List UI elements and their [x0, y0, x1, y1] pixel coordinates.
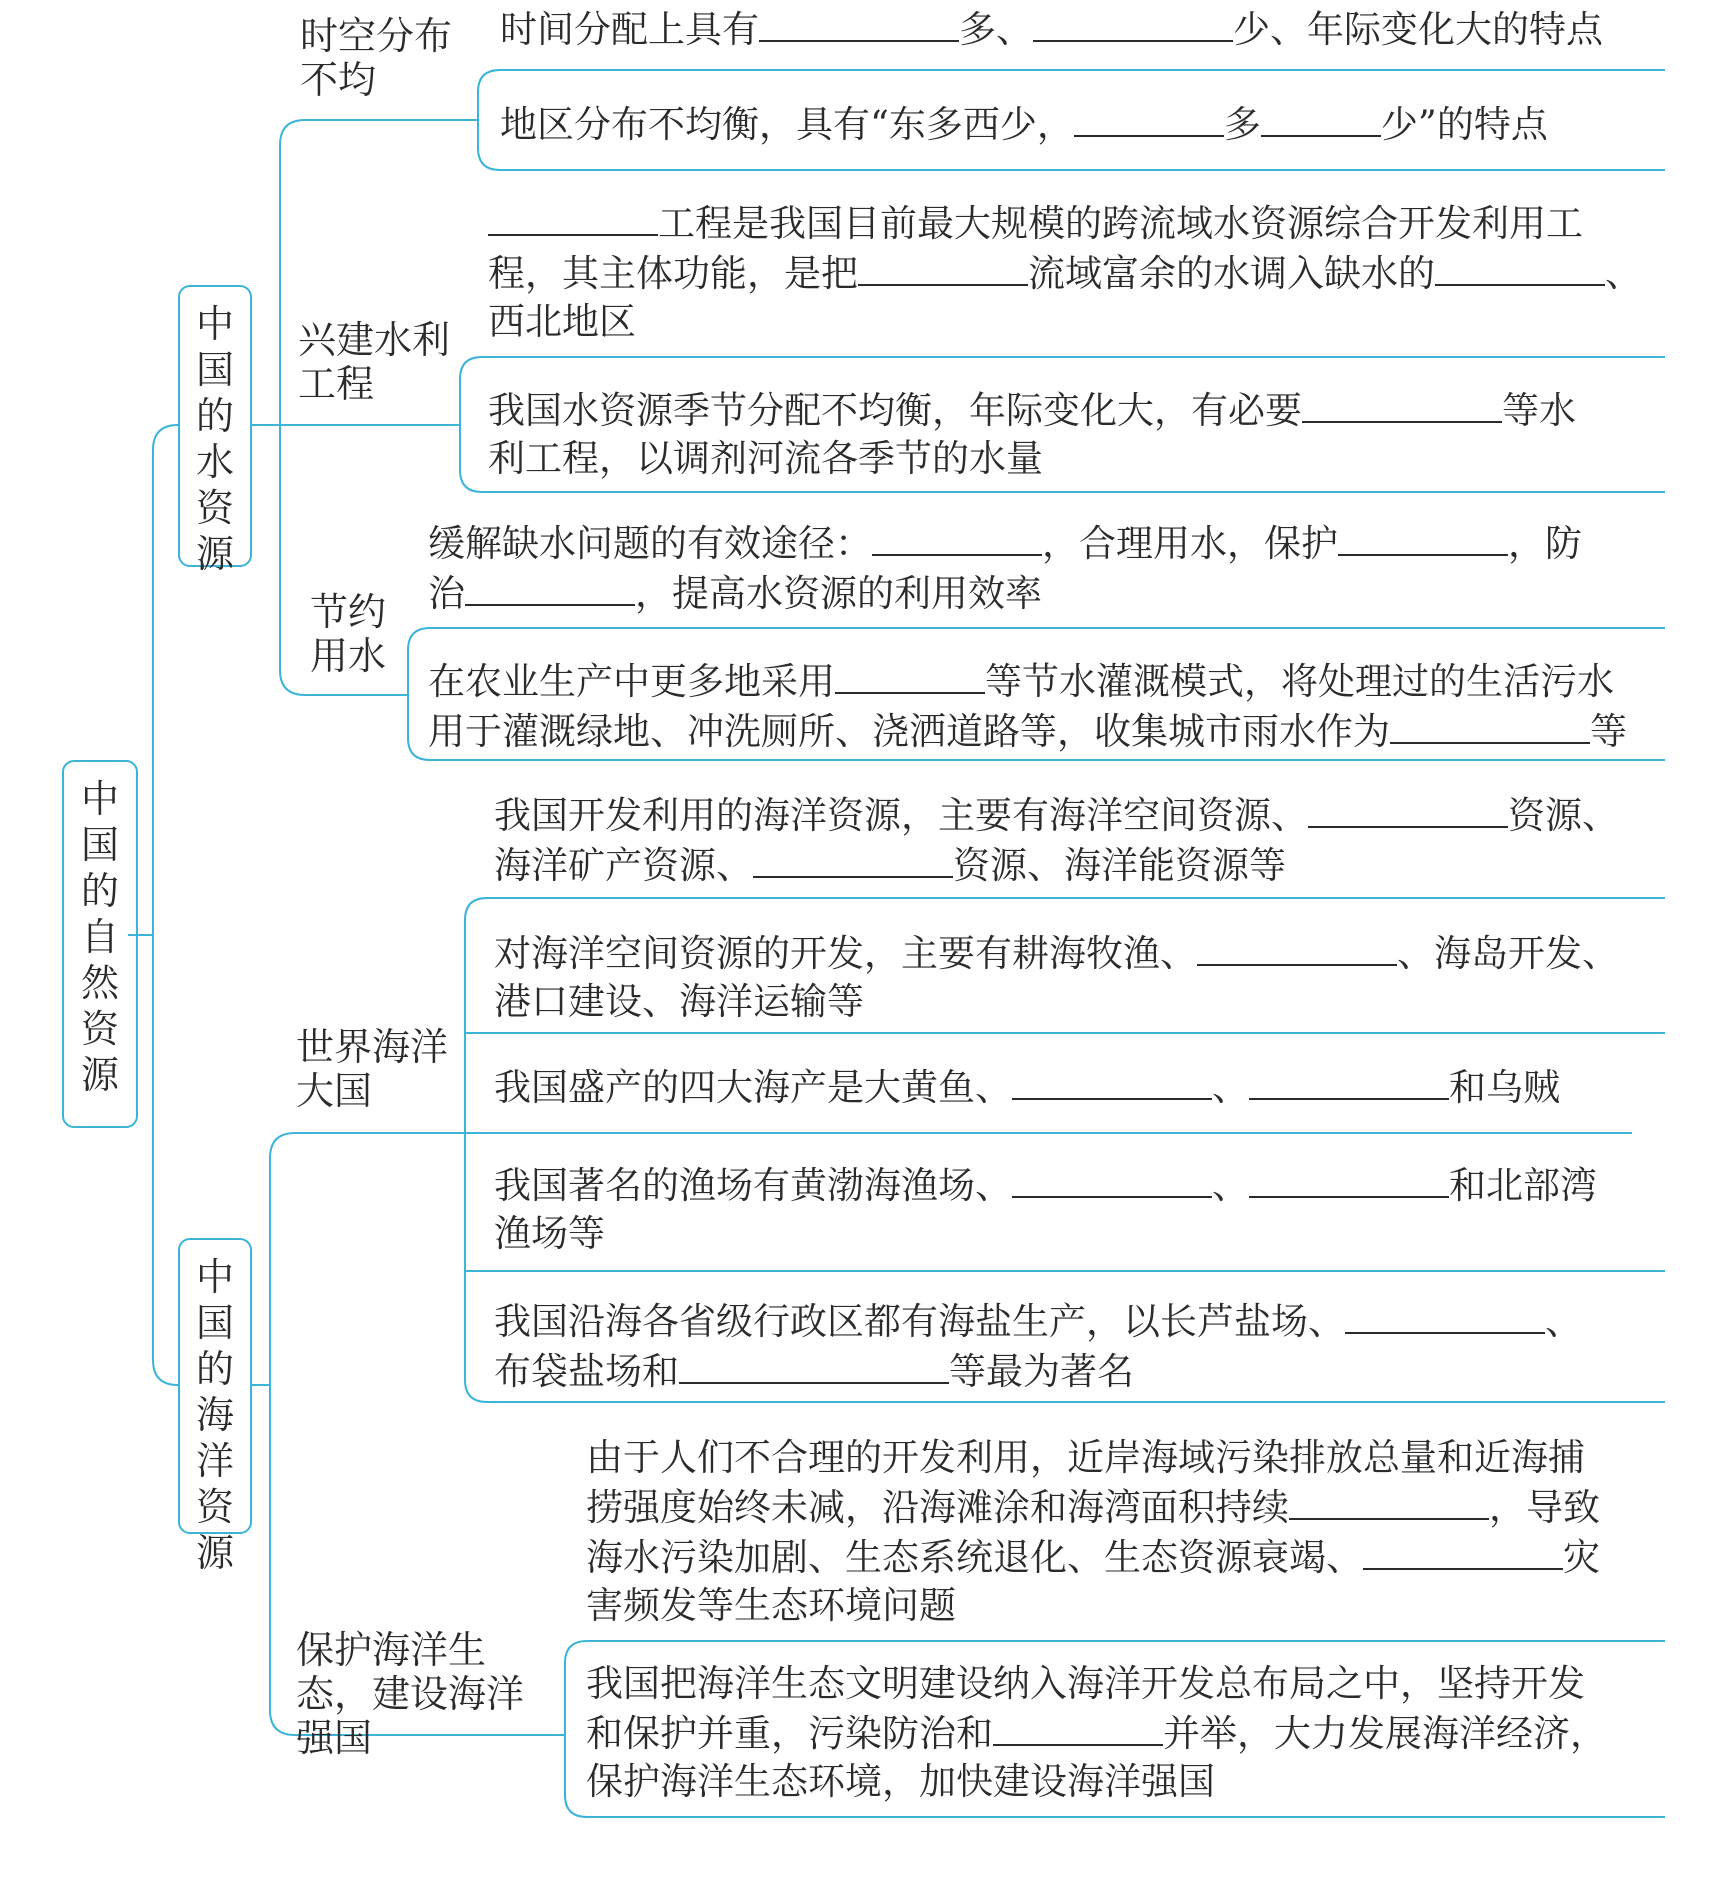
blank [1435, 248, 1605, 286]
leaf-project-2: 我国水资源季节分配不均衡，年际变化大，有必要 等水 利工程，以调剂河流各季节的水量 [488, 385, 1576, 483]
leaf-uneven-time: 时间分配上具有 多、 少、年际变化大的特点 [500, 4, 1603, 54]
blank [1197, 928, 1397, 966]
cat-saving: 节约用水 [310, 590, 387, 678]
root-node [62, 760, 138, 1128]
blank [488, 198, 658, 236]
blank [465, 568, 635, 606]
blank [1249, 1062, 1449, 1100]
leaf-project-1: 工程是我国目前最大规模的跨流域水资源综合开发利用工 程，其主体功能，是把 流域富余的水调入缺水的 、 西北地区 [488, 198, 1642, 346]
root-title: 中国的自然资源 [80, 777, 119, 1097]
blank [759, 4, 959, 42]
leaf-power-1: 我国开发利用的海洋资源，主要有海洋空间资源、 资源、 海洋矿产资源、 资源、海洋能资源等 [494, 790, 1619, 890]
blank [1033, 4, 1233, 42]
blank [872, 518, 1042, 556]
blank [1363, 1532, 1563, 1570]
leaf-protect-1: 由于人们不合理的开发利用，近岸海域污染排放总量和近海捕 捞强度始终未减，沿海滩涂和海湾面积持续 ，导致 海水污染加剧、生态系统退化、生态资源衰竭、 灾 害频发等生态环境问题 [586, 1436, 1600, 1627]
cat-protect: 保护海洋生态，建设海洋强国 [296, 1628, 525, 1760]
cat-project: 兴建水利工程 [298, 318, 451, 406]
connector-ocean-trunk [270, 1133, 295, 1735]
connector-main-trunk [153, 425, 178, 1385]
leaf-uneven-region: 地区分布不均衡，具有“东多西少， 多 少”的特点 [500, 99, 1548, 149]
connector-water-trunk [280, 120, 305, 695]
cat-power: 世界海洋大国 [296, 1025, 449, 1113]
blank [1074, 99, 1224, 137]
blank [1249, 1160, 1449, 1198]
blank [1308, 790, 1508, 828]
blank [679, 1346, 949, 1384]
leaf-protect-2: 我国把海洋生态文明建设纳入海洋开发总布局之中，坚持开发 和保护并重，污染防治和 并举，大力发展海洋经济， 保护海洋生态环境，加快建设海洋强国 [586, 1662, 1607, 1803]
blank [835, 656, 985, 694]
blank [1012, 1160, 1212, 1198]
leaf-saving-1: 缓解缺水问题的有效途径： ，合理用水，保护 ，防 治 ，提高水资源的利用效率 [428, 518, 1582, 618]
blank [1261, 99, 1381, 137]
leaf-saving-2: 在农业生产中更多地采用 等节水灌溉模式，将处理过的生活污水 用于灌溉绿地、冲洗厕所、浇洒道路等，收集城市雨水作为 等 [428, 656, 1627, 756]
blank [1390, 706, 1590, 744]
blank [1289, 1482, 1489, 1520]
cat-uneven: 时空分布不均 [300, 14, 453, 102]
water-title: 中国的水资源 [195, 302, 234, 576]
water-node [178, 285, 252, 576]
ocean-node [178, 1238, 252, 1575]
blank [753, 840, 953, 878]
leaf-power-3: 我国盛产的四大海产是大黄鱼、 、 和乌贼 [494, 1062, 1560, 1112]
leaf-power-5: 我国沿海各省级行政区都有海盐生产，以长芦盐场、 、 布袋盐场和 等最为著名 [494, 1296, 1582, 1396]
leaf-power-4: 我国著名的渔场有黄渤海渔场、 、 和北部湾 渔场等 [494, 1160, 1597, 1258]
blank [993, 1708, 1163, 1746]
blank [858, 248, 1028, 286]
blank [1012, 1062, 1212, 1100]
blank [1345, 1296, 1545, 1334]
blank [1302, 385, 1502, 423]
blank [1338, 518, 1508, 556]
ocean-title: 中国的海洋资源 [195, 1255, 234, 1575]
leaf-power-2: 对海洋空间资源的开发，主要有耕海牧渔、 、海岛开发、 港口建设、海洋运输等 [494, 928, 1619, 1026]
